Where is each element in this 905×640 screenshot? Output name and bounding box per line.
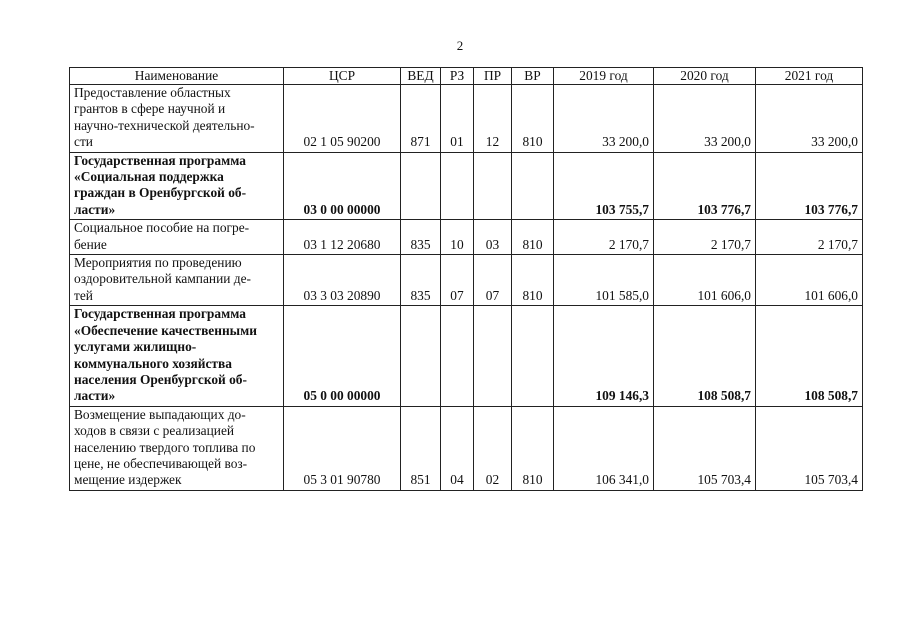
cell-name-line: цене, не обеспечивающей воз-: [74, 455, 248, 471]
cell-ved: [401, 152, 441, 220]
cell-name: [70, 306, 284, 406]
cell-name-line: бение: [74, 236, 107, 252]
header-2019: 2019 год: [554, 68, 654, 85]
cell-name-line: Государственная программа: [74, 306, 246, 322]
cell-name-line: Возмещение выпадающих до-: [74, 406, 246, 422]
cell-2020: 33 200,0: [654, 85, 756, 153]
header-ved: ВЕД: [401, 68, 441, 85]
cell-2019: 2 170,7: [554, 220, 654, 255]
cell-vr: [512, 306, 554, 406]
cell-name-line: Государственная программа: [74, 152, 246, 168]
cell-csr: 03 1 12 20680: [284, 220, 401, 255]
cell-pr: 03: [474, 220, 512, 255]
cell-csr: 03 3 03 20890: [284, 255, 401, 306]
table-body: [70, 85, 863, 491]
cell-name-line: услугами жилищно-: [74, 339, 197, 355]
cell-2021: 105 703,4: [756, 406, 863, 490]
cell-rz: [441, 306, 474, 406]
cell-vr: 810: [512, 220, 554, 255]
cell-vr: 810: [512, 406, 554, 490]
cell-ved: [401, 306, 441, 406]
table-row: [70, 306, 863, 406]
cell-rz: 10: [441, 220, 474, 255]
cell-name-line: «Социальная поддержка: [74, 169, 224, 185]
cell-rz: 01: [441, 85, 474, 153]
cell-pr: 12: [474, 85, 512, 153]
cell-rz: [441, 152, 474, 220]
cell-name-line: Предоставление областных: [74, 85, 231, 100]
cell-name-line: тей: [74, 287, 93, 303]
cell-2019: 103 755,7: [554, 152, 654, 220]
header-2020: 2020 год: [654, 68, 756, 85]
cell-2021: 2 170,7: [756, 220, 863, 255]
cell-2021: 101 606,0: [756, 255, 863, 306]
cell-name-line: научно-технической деятельно-: [74, 117, 255, 133]
cell-name-line: мещение издержек: [74, 472, 182, 488]
cell-name-line: ласти»: [74, 201, 116, 217]
cell-2020: 103 776,7: [654, 152, 756, 220]
cell-name: [70, 406, 284, 490]
cell-name-line: «Обеспечение качественными: [74, 322, 257, 338]
cell-name: [70, 152, 284, 220]
cell-2020: 108 508,7: [654, 306, 756, 406]
cell-name-line: граждан в Оренбургской об-: [74, 185, 247, 201]
table-row: [70, 220, 863, 255]
cell-csr: 05 3 01 90780: [284, 406, 401, 490]
cell-ved: 835: [401, 220, 441, 255]
table-row: [70, 406, 863, 490]
cell-rz: 07: [441, 255, 474, 306]
cell-name-line: коммунального хозяйства: [74, 355, 232, 371]
cell-pr: [474, 306, 512, 406]
header-pr: ПР: [474, 68, 512, 85]
cell-name-line: населению твердого топлива по: [74, 439, 256, 455]
cell-name-line: оздоровительной кампании де-: [74, 271, 251, 287]
cell-name-line: сти: [74, 134, 93, 150]
cell-name-line: ласти»: [74, 388, 116, 404]
header-rz: РЗ: [441, 68, 474, 85]
table-row: [70, 255, 863, 306]
cell-name-line: населения Оренбургской об-: [74, 371, 247, 387]
cell-csr: 02 1 05 90200: [284, 85, 401, 153]
table-row: [70, 152, 863, 220]
cell-vr: 810: [512, 85, 554, 153]
cell-2021: 33 200,0: [756, 85, 863, 153]
header-csr: ЦСР: [284, 68, 401, 85]
cell-2019: 109 146,3: [554, 306, 654, 406]
table-header-row: [70, 68, 863, 85]
cell-2020: 101 606,0: [654, 255, 756, 306]
cell-2021: 108 508,7: [756, 306, 863, 406]
cell-rz: 04: [441, 406, 474, 490]
cell-vr: [512, 152, 554, 220]
table-row: [70, 85, 863, 153]
cell-name-line: Мероприятия по проведению: [74, 255, 242, 271]
page-number: 2: [456, 38, 464, 53]
cell-2019: 33 200,0: [554, 85, 654, 153]
header-vr: ВР: [512, 68, 554, 85]
cell-pr: [474, 152, 512, 220]
cell-2020: 105 703,4: [654, 406, 756, 490]
cell-name: [70, 85, 284, 153]
cell-name: [70, 255, 284, 306]
cell-2019: 101 585,0: [554, 255, 654, 306]
cell-2020: 2 170,7: [654, 220, 756, 255]
cell-pr: 02: [474, 406, 512, 490]
cell-ved: 835: [401, 255, 441, 306]
cell-2021: 103 776,7: [756, 152, 863, 220]
header-name: Наименование: [70, 68, 284, 85]
cell-vr: 810: [512, 255, 554, 306]
cell-ved: 871: [401, 85, 441, 153]
budget-table: [69, 67, 863, 491]
cell-csr: 03 0 00 00000: [284, 152, 401, 220]
cell-name-line: Социальное пособие на погре-: [74, 220, 250, 236]
cell-ved: 851: [401, 406, 441, 490]
cell-csr: 05 0 00 00000: [284, 306, 401, 406]
cell-name: [70, 220, 284, 255]
cell-name-line: грантов в сфере научной и: [74, 101, 226, 117]
cell-pr: 07: [474, 255, 512, 306]
header-2021: 2021 год: [756, 68, 863, 85]
cell-2019: 106 341,0: [554, 406, 654, 490]
cell-name-line: ходов в связи с реализацией: [74, 423, 235, 439]
